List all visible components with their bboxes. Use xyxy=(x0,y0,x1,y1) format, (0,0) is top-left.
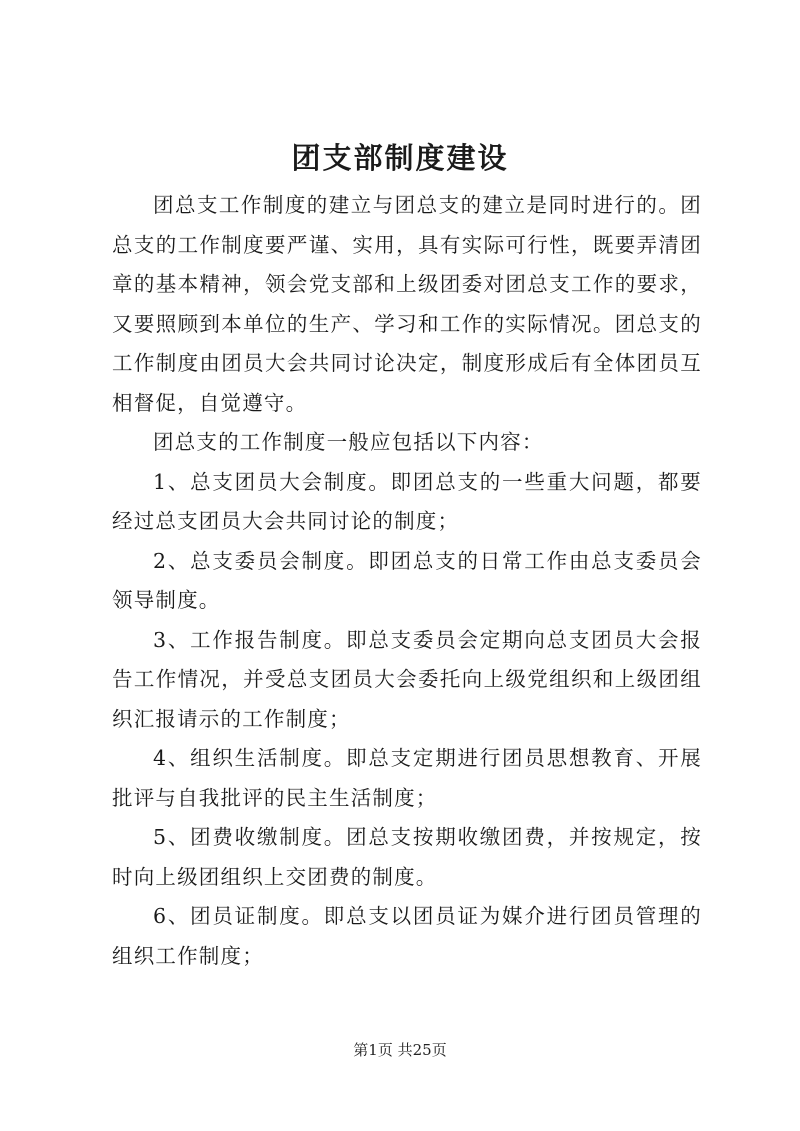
paragraph-item-4: 4、组织生活制度。即总支定期进行团员思想教育、开展批评与自我批评的民主生活制度； xyxy=(112,746,702,810)
page-footer: 第1页 共25页 xyxy=(353,1041,447,1059)
paragraph-intro: 团总支工作制度的建立与团总支的建立是同时进行的。团总支的工作制度要严谨、实用，具有实际可行性，既要弄清团章的基本精神，领会党支部和上级团委对团总支工作的要求，又要照顾到本单位的生产、学习和工作的实际情况。团总支的工作制度由团员大会共同讨论决定，制度形成后有全体团员互相督促，自觉遵守。 xyxy=(112,193,702,415)
paragraph-item-3: 3、工作报告制度。即总支委员会定期向总支团员大会报告工作情况，并受总支团员大会委托向上级党组织和上级团组织汇报请示的工作制度； xyxy=(112,627,702,731)
paragraph-contents-heading: 团总支的工作制度一般应包括以下内容： xyxy=(153,430,544,454)
document-body xyxy=(112,186,702,976)
document-title: 团支部制度建设 xyxy=(291,141,509,175)
paragraph-item-5: 5、团费收缴制度。团总支按期收缴团费，并按规定，按时向上级团组织上交团费的制度。 xyxy=(112,825,702,889)
paragraph-item-1: 1、总支团员大会制度。即团总支的一些重大问题，都要经过总支团员大会共同讨论的制度； xyxy=(112,469,702,533)
paragraph-item-2: 2、总支委员会制度。即团总支的日常工作由总支委员会领导制度。 xyxy=(112,548,702,612)
paragraph-item-6: 6、团员证制度。即总支以团员证为媒介进行团员管理的组织工作制度； xyxy=(112,904,702,968)
